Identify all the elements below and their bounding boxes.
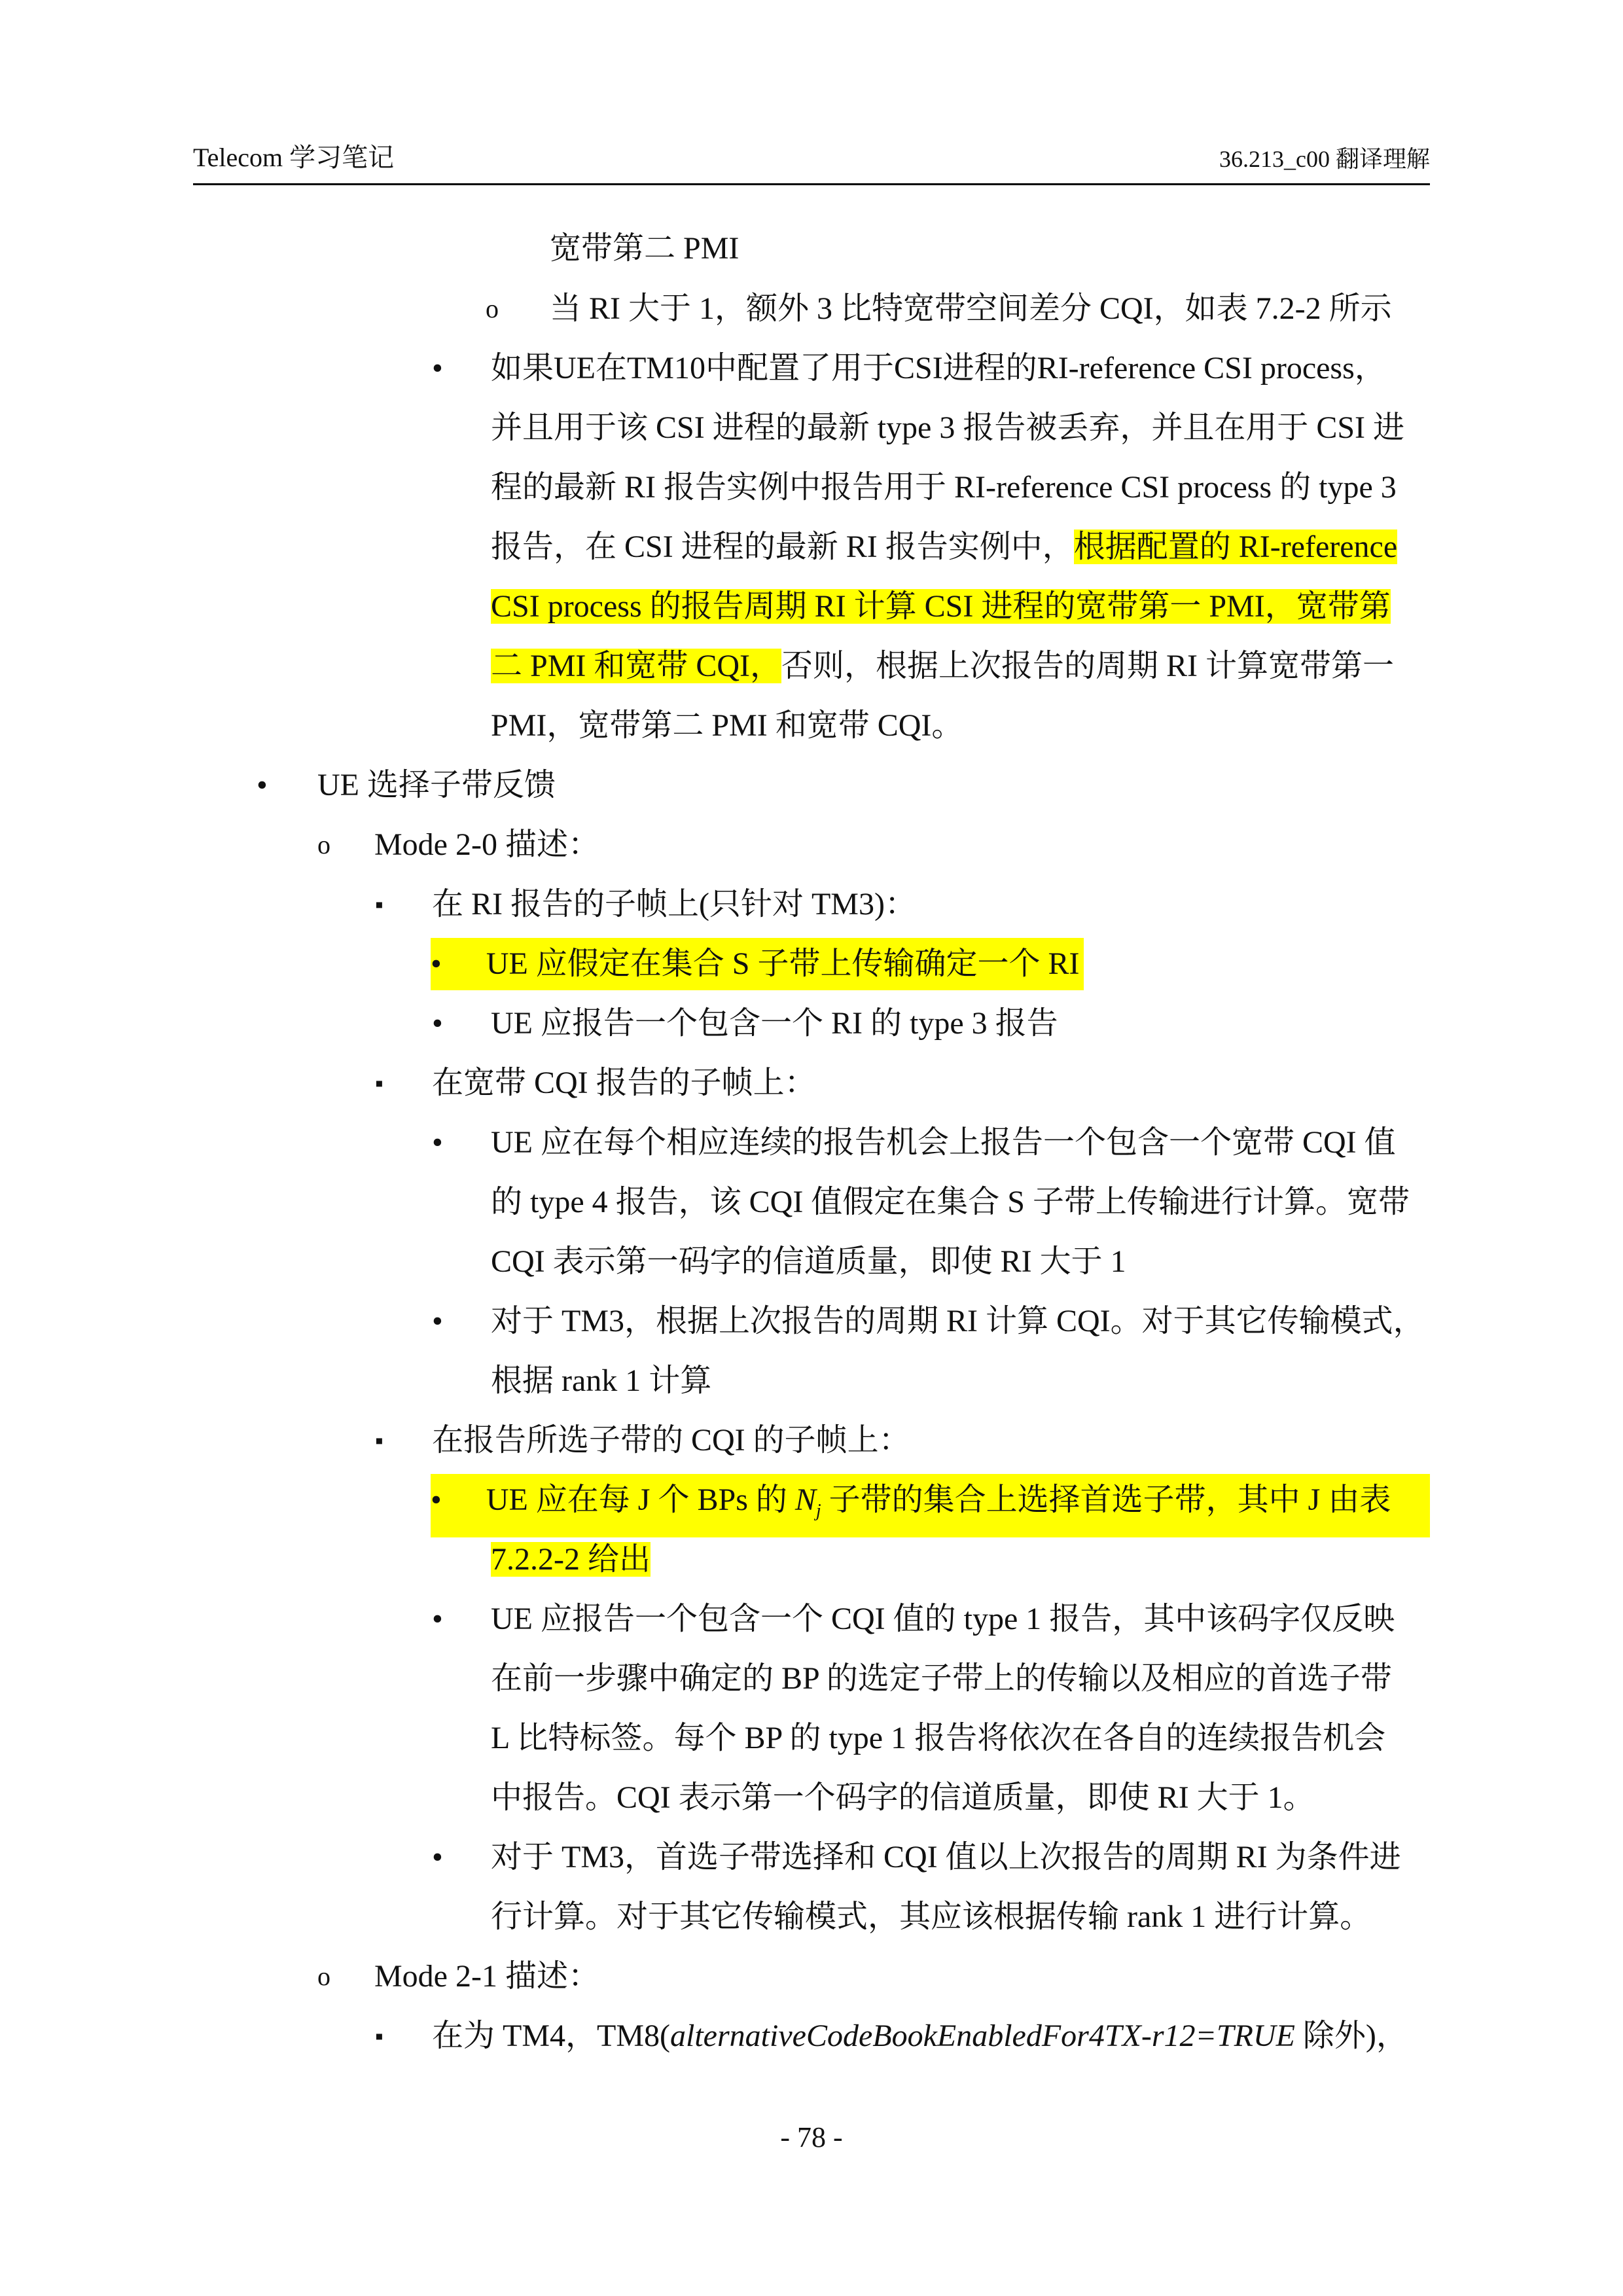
highlighted-text: UE 应在每 J 个 BPs 的 [486,1482,795,1517]
bullet-dot: • [431,1482,442,1517]
text-line: 如果UE在TM10中配置了用于CSI进程的RI-reference CSI process， [491,351,1386,386]
header-right: 36.213_c00 翻译理解 [1219,146,1430,172]
text-line: CQI 表示第一码字的信道质量，即使 RI 大于 1 [491,1244,1126,1279]
text-line: 行计算。对于其它传输模式，其应该根据传输 rank 1 进行计算。 [491,1899,1372,1934]
text-line: UE 应在每个相应连续的报告机会上报告一个包含一个宽带 CQI 值 [491,1125,1396,1160]
bullet-square: ▪ [375,1070,383,1096]
bullet-square: ▪ [375,1427,383,1454]
bullet-dot: • [432,1602,443,1636]
text-line: L 比特标签。每个 BP 的 type 1 报告将依次在各自的连续报告机会 [491,1721,1386,1755]
bullet-circle: o [317,830,330,859]
highlighted-text: UE 应假定在集合 S 子带上传输确定一个 RI [486,946,1080,981]
italic-parameter: alternativeCodeBookEnabledFor4TX-r12=TRUE [670,2018,1295,2053]
text-segment: 否则，根据上次报告的周期 RI 计算宽带第一 [781,649,1395,683]
highlighted-text: 子带的集合上选择首选子带，其中 J 由表 [821,1482,1391,1517]
text-line: 当 RI 大于 1，额外 3 比特宽带空间差分 CQI，如表 7.2-2 所示 [550,291,1392,326]
text-line: 宽带第二 PMI [550,231,740,266]
bullet-dot: • [432,1304,443,1338]
highlighted-line [431,938,1084,990]
text-segment: 在为 TM4，TM8( [432,2018,670,2053]
page-number: - 78 - [780,2121,843,2153]
text-line: PMI，宽带第二 PMI 和宽带 CQI。 [491,708,963,743]
text-line [432,2010,1408,2062]
text-line: 中报告。CQI 表示第一个码字的信道质量，即使 RI 大于 1。 [491,1780,1315,1815]
text-line: 在前一步骤中确定的 BP 的选定子带上的传输以及相应的首选子带 [491,1661,1392,1696]
text-line: 程的最新 RI 报告实例中报告用于 RI-reference CSI process 的 type 3 [491,470,1397,505]
text-line: 的 type 4 报告，该 CQI 值假定在集合 S 子带上传输进行计算。宽带 [491,1185,1410,1219]
text-line [491,521,1397,573]
highlighted-text: CSI process 的报告周期 RI 计算 CSI 进程的宽带第一 PMI，宽带第 [491,589,1391,624]
text-line [491,640,1394,692]
bullet-square: ▪ [375,2023,383,2049]
bullet-circle: o [317,1962,330,1991]
highlighted-text: 根据配置的 RI-reference [1073,529,1398,564]
bullet-dot: • [431,946,442,981]
text-line: 对于 TM3，首选子带选择和 CQI 值以上次报告的周期 RI 为条件进 [491,1840,1401,1874]
text-line [491,581,1391,633]
text-line: 在宽带 CQI 报告的子帧上： [432,1066,816,1100]
text-line: Mode 2-1 描述： [374,1959,599,1994]
text-line: 在报告所选子带的 CQI 的子帧上： [432,1423,910,1458]
bullet-dot: • [432,351,443,386]
text-line: UE 应报告一个包含一个 CQI 值的 type 1 报告，其中该码字仅反映 [491,1602,1395,1636]
math-N: N [794,1482,816,1517]
text-segment: 报告，在 CSI 进程的最新 RI 报告实例中， [491,529,1074,564]
text-line: UE 应报告一个包含一个 RI 的 type 3 报告 [491,1006,1058,1041]
bullet-dot: • [432,1840,443,1874]
text-segment: 除外)， [1294,2018,1408,2053]
header-left: Telecom 学习笔记 [193,143,395,172]
text-line: 根据 rank 1 计算 [491,1363,712,1398]
text-line: 对于 TM3，根据上次报告的周期 RI 计算 CQI。对于其它传输模式， [491,1304,1425,1338]
math-subscript-j: j [815,1501,821,1521]
page-header [193,137,1430,185]
bullet-square: ▪ [375,891,383,918]
bullet-dot: • [257,768,268,802]
highlighted-text: 二 PMI 和宽带 CQI， [491,649,782,683]
highlighted-text: 7.2.2-2 给出 [491,1542,651,1577]
bullet-dot: • [432,1006,443,1041]
bullet-circle: o [486,294,499,323]
text-line: 在 RI 报告的子帧上(只针对 TM3)： [432,887,916,922]
section-heading: UE 选择子带反馈 [317,768,556,802]
text-line: 并且用于该 CSI 进程的最新 type 3 报告被丢弃，并且在用于 CSI 进 [491,410,1405,445]
text-line: Mode 2-0 描述： [374,827,599,862]
bullet-dot: • [432,1125,443,1160]
highlighted-line [431,1474,1430,1537]
text-line [491,1534,651,1586]
